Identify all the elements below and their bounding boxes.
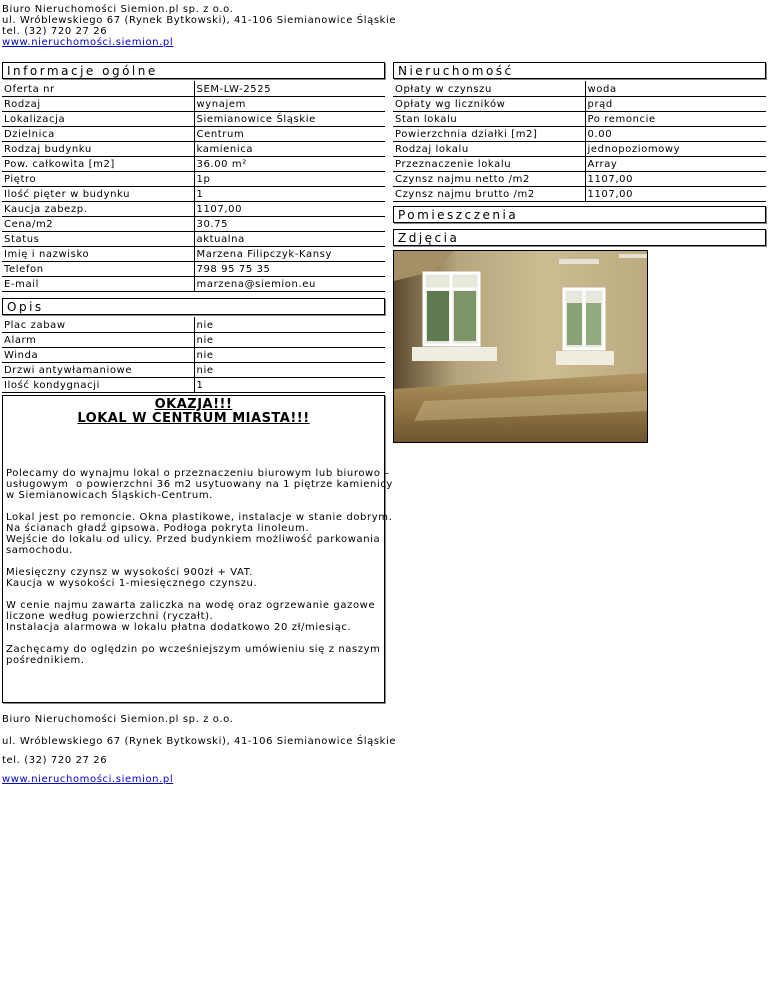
row-value: 1107,00 <box>585 171 766 186</box>
row-value: 0.00 <box>585 126 766 141</box>
description-line: Kaucja w wysokości 1-miesięcznego czynszu. <box>6 578 258 589</box>
table-row <box>2 96 385 111</box>
row-label: Alarm <box>2 332 194 347</box>
table-row <box>2 231 385 246</box>
row-label: Telefon <box>2 261 194 276</box>
row-label: Powierzchnia działki [m2] <box>393 126 585 141</box>
company-address: ul. Wróblewskiego 67 (Rynek Bytkowski), 41-106 Siemianowice Śląskie <box>2 15 397 26</box>
row-label: E-mail <box>2 276 194 291</box>
description-line: Zachęcamy do oględzin po wcześniejszym umówieniu się z naszym <box>6 644 381 655</box>
row-value: 1 <box>194 377 385 392</box>
room-photo-image <box>394 251 647 442</box>
row-label: Czynsz najmu brutto /m2 <box>393 186 585 201</box>
row-value: Siemianowice Śląskie <box>194 111 385 126</box>
row-label: Opłaty wg liczników <box>393 96 585 111</box>
row-value: woda <box>585 81 766 96</box>
photos-title: Zdjęcia <box>393 229 766 246</box>
row-value: prąd <box>585 96 766 111</box>
table-row <box>2 111 385 126</box>
description-line: Polecamy do wynajmu lokal o przeznaczeniu biurowym lub biurowo – <box>6 468 390 479</box>
row-label: Czynsz najmu netto /m2 <box>393 171 585 186</box>
description-line: W cenie najmu zawarta zaliczka na wodę oraz ogrzewanie gazowe <box>6 600 376 611</box>
table-row <box>393 81 766 96</box>
table-row <box>2 276 385 291</box>
table-row <box>2 201 385 216</box>
row-label: Przeznaczenie lokalu <box>393 156 585 171</box>
rooms-title: Pomieszczenia <box>393 206 766 223</box>
description-line: Na ścianach gładź gipsowa. Podłoga pokryta linoleum. <box>6 523 310 534</box>
row-value: nie <box>194 347 385 362</box>
row-value: kamienica <box>194 141 385 156</box>
description-paragraph <box>6 600 381 633</box>
row-value: SEM-LW-2525 <box>194 81 385 96</box>
row-label: Ilość kondygnacji <box>2 377 194 392</box>
row-label: Plac zabaw <box>2 317 194 332</box>
row-value: 36.00 m² <box>194 156 385 171</box>
description-line: pośrednikiem. <box>6 655 85 666</box>
description-line: w Siemianowicach Śląskich-Centrum. <box>6 490 213 501</box>
row-value: jednopoziomowy <box>585 141 766 156</box>
row-value: nie <box>194 317 385 332</box>
description-paragraph <box>6 644 381 666</box>
footer-address: ul. Wróblewskiego 67 (Rynek Bytkowski), 41-106 Siemianowice Śląskie <box>2 736 397 747</box>
row-value: nie <box>194 362 385 377</box>
row-label: Lokalizacja <box>2 111 194 126</box>
row-value: Centrum <box>194 126 385 141</box>
table-row <box>393 96 766 111</box>
row-label: Status <box>2 231 194 246</box>
row-label: Pow. całkowita [m2] <box>2 156 194 171</box>
table-row <box>2 171 385 186</box>
general-info-title: Informacje ogólne <box>2 62 385 79</box>
table-row <box>2 317 385 332</box>
features-table <box>2 317 385 393</box>
table-row <box>2 141 385 156</box>
table-row <box>2 156 385 171</box>
table-row <box>2 362 385 377</box>
row-value: wynajem <box>194 96 385 111</box>
row-label: Opłaty w czynszu <box>393 81 585 96</box>
row-value: 1107,00 <box>194 201 385 216</box>
row-label: Cena/m2 <box>2 216 194 231</box>
row-value: aktualna <box>194 231 385 246</box>
row-value: nie <box>194 332 385 347</box>
description-line: usługowym o powierzchni 36 m2 usytuowany na 1 piętrze kamienicy <box>6 479 393 490</box>
row-label: Rodzaj lokalu <box>393 141 585 156</box>
row-label: Rodzaj budynku <box>2 141 194 156</box>
row-label: Winda <box>2 347 194 362</box>
table-row <box>2 377 385 392</box>
row-value: Po remoncie <box>585 111 766 126</box>
row-label: Ilość pięter w budynku <box>2 186 194 201</box>
description-line: liczone według powierzchni (ryczałt). <box>6 611 214 622</box>
table-row <box>2 186 385 201</box>
footer-website-link[interactable]: www.nieruchomości.siemion.pl <box>2 774 174 785</box>
offer-headline <box>3 398 384 426</box>
row-value: 30.75 <box>194 216 385 231</box>
description-line: Wejście do lokalu od ulicy. Przed budynkiem możliwość parkowania <box>6 534 381 545</box>
row-value: 1107,00 <box>585 186 766 201</box>
table-row <box>2 216 385 231</box>
description-paragraph <box>6 567 381 589</box>
description-title: Opis <box>2 298 385 315</box>
table-row <box>2 81 385 96</box>
row-label: Stan lokalu <box>393 111 585 126</box>
table-row <box>2 332 385 347</box>
row-label: Imię i nazwisko <box>2 246 194 261</box>
company-phone: tel. (32) 720 27 26 <box>2 26 108 37</box>
row-value: 798 95 75 35 <box>194 261 385 276</box>
company-name: Biuro Nieruchomości Siemion.pl sp. z o.o. <box>2 4 234 15</box>
table-row <box>2 246 385 261</box>
row-value: Array <box>585 156 766 171</box>
headline-line-1: OKAZJA!!! <box>154 397 233 412</box>
description-line: Miesięczny czynsz w wysokości 900zł + VAT. <box>6 567 254 578</box>
table-row <box>2 347 385 362</box>
footer-company: Biuro Nieruchomości Siemion.pl sp. z o.o. <box>2 714 234 725</box>
property-title: Nieruchomość <box>393 62 766 79</box>
table-row <box>393 186 766 201</box>
table-row <box>393 111 766 126</box>
description-line: Instalacja alarmowa w lokalu płatna dodatkowo 20 zł/miesiąc. <box>6 622 352 633</box>
table-row <box>393 126 766 141</box>
row-value: 1 <box>194 186 385 201</box>
table-row <box>393 171 766 186</box>
headline-line-2: LOKAL W CENTRUM MIASTA!!! <box>77 411 310 426</box>
description-paragraph <box>6 512 393 556</box>
description-text <box>6 468 393 677</box>
row-label: Dzielnica <box>2 126 194 141</box>
table-row <box>393 141 766 156</box>
table-row <box>2 126 385 141</box>
row-label: Piętro <box>2 171 194 186</box>
table-row <box>2 261 385 276</box>
page-header <box>2 4 396 48</box>
row-label: Rodzaj <box>2 96 194 111</box>
general-info-table <box>2 81 385 292</box>
row-value: marzena@siemion.eu <box>194 276 385 291</box>
description-paragraph <box>6 468 393 501</box>
property-table <box>393 81 766 202</box>
table-row <box>393 156 766 171</box>
property-photo[interactable] <box>393 250 648 443</box>
row-value: 1p <box>194 171 385 186</box>
company-website-link[interactable]: www.nieruchomości.siemion.pl <box>2 37 174 48</box>
row-label: Oferta nr <box>2 81 194 96</box>
description-line: Lokal jest po remoncie. Okna plastikowe, instalacje w stanie dobrym. <box>6 512 393 523</box>
row-label: Kaucja zabezp. <box>2 201 194 216</box>
row-value: Marzena Filipczyk-Kansy <box>194 246 385 261</box>
row-label: Drzwi antywłamaniowe <box>2 362 194 377</box>
description-line: samochodu. <box>6 545 74 556</box>
description-box <box>2 395 393 703</box>
footer-phone: tel. (32) 720 27 26 <box>2 755 108 766</box>
